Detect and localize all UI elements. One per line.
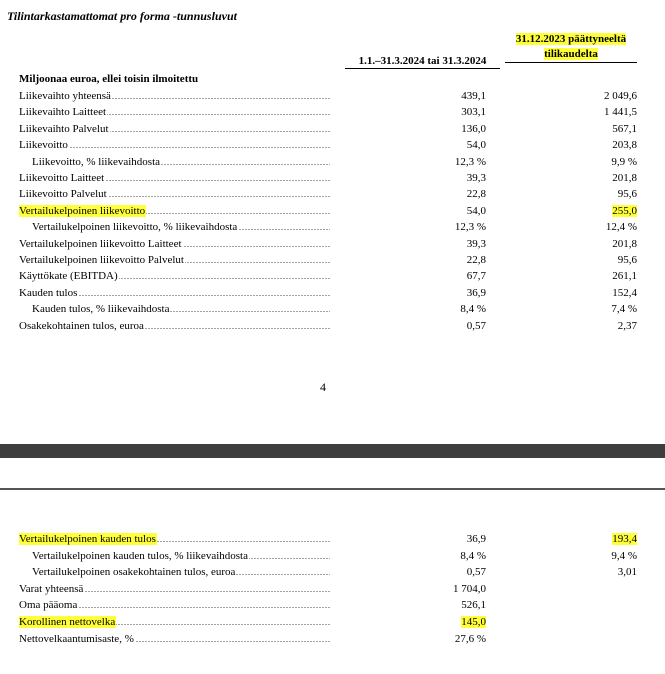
row-value-fiscal-year-text: 193,4 — [612, 533, 637, 545]
row-label-text: Vertailukelpoinen liikevoitto Laitteet — [19, 237, 182, 250]
row-value-fiscal-year — [560, 154, 637, 170]
row-label-text: Liikevoitto Palvelut — [19, 188, 107, 201]
row-label-text: Vertailukelpoinen osakekohtainen tulos, euroa — [32, 566, 236, 579]
row-label — [32, 301, 330, 317]
table-row — [0, 154, 665, 170]
column-header-line1: 31.12.2023 päättyneeltä — [515, 33, 627, 45]
table-row — [0, 137, 665, 153]
row-value-period — [400, 597, 486, 613]
table-row — [0, 531, 665, 547]
row-value-period-text: 8,4 % — [460, 303, 486, 316]
row-value-fiscal-year-text: 2 049,6 — [604, 90, 637, 102]
row-value-fiscal-year — [560, 170, 637, 186]
row-value-fiscal-year — [560, 252, 637, 268]
row-value-period — [400, 614, 486, 630]
row-value-period — [400, 268, 486, 284]
column-header-fiscal-year — [505, 32, 637, 63]
table-row — [0, 301, 665, 317]
row-value-period-text: 36,9 — [466, 533, 486, 545]
row-value-period-text: 136,0 — [461, 122, 486, 135]
row-value-fiscal-year-text: 2,37 — [617, 319, 637, 332]
row-value-period — [400, 137, 486, 153]
row-value-period — [400, 548, 486, 564]
row-value-fiscal-year — [560, 285, 637, 301]
row-value-period-text: 526,1 — [461, 599, 486, 612]
row-label — [32, 219, 330, 235]
row-value-fiscal-year — [560, 236, 637, 252]
row-label-text: Liikevoitto, % liikevaihdosta — [32, 155, 161, 168]
row-label-text: Oma pääoma — [19, 599, 78, 612]
row-value-period — [400, 170, 486, 186]
table-row — [0, 581, 665, 597]
row-label-text: Vertailukelpoinen kauden tulos — [19, 533, 156, 545]
table-row — [0, 121, 665, 137]
row-value-period-text: 8,4 % — [460, 549, 486, 562]
table-row — [0, 548, 665, 564]
row-label — [19, 252, 330, 268]
table-row — [0, 614, 665, 630]
row-label-text: Vertailukelpoinen liikevoitto, % liikevaihdosta — [32, 221, 238, 234]
row-value-fiscal-year-text: 201,8 — [612, 172, 637, 184]
row-value-period — [400, 252, 486, 268]
row-value-fiscal-year — [560, 268, 637, 284]
row-value-period — [400, 285, 486, 301]
row-label — [19, 203, 330, 219]
row-value-period — [400, 203, 486, 219]
row-value-fiscal-year — [560, 186, 637, 202]
row-label — [19, 104, 330, 120]
row-value-period — [400, 531, 486, 547]
row-value-period — [400, 88, 486, 104]
row-value-fiscal-year-text: 7,4 % — [611, 303, 637, 316]
row-value-fiscal-year-text: 12,4 % — [605, 221, 637, 234]
row-value-period-text: 54,0 — [466, 139, 486, 152]
row-value-period-text: 0,57 — [466, 566, 486, 579]
row-label — [32, 548, 330, 564]
row-value-fiscal-year — [560, 301, 637, 317]
row-value-fiscal-year — [560, 121, 637, 137]
row-label-text: Liikevaihto Laitteet — [19, 106, 107, 119]
row-value-period-text: 27,6 % — [454, 632, 486, 645]
row-label — [19, 614, 330, 630]
row-value-period-text: 22,8 — [466, 188, 486, 201]
row-label-text: Liikevoitto Laitteet — [19, 172, 105, 184]
row-label — [19, 597, 330, 613]
row-value-period — [400, 631, 486, 647]
row-value-period — [400, 186, 486, 202]
row-value-period — [400, 318, 486, 334]
row-value-fiscal-year — [560, 531, 637, 547]
row-value-fiscal-year — [560, 104, 637, 120]
table-row — [0, 236, 665, 252]
row-label-text: Kauden tulos, % liikevaihdosta — [32, 303, 170, 316]
table-row — [0, 88, 665, 104]
table-row — [0, 186, 665, 202]
row-label — [19, 531, 330, 547]
row-value-fiscal-year — [560, 564, 637, 580]
row-label — [19, 631, 330, 647]
table-row — [0, 318, 665, 334]
table-row — [0, 268, 665, 284]
row-value-fiscal-year — [560, 219, 637, 235]
row-value-fiscal-year-text: 203,8 — [612, 139, 637, 152]
row-value-period-text: 303,1 — [461, 106, 486, 119]
row-value-period-text: 67,7 — [466, 270, 486, 283]
row-label — [19, 318, 330, 334]
row-value-fiscal-year-text: 3,01 — [617, 566, 637, 579]
page-top-rule — [0, 488, 665, 490]
table-row — [0, 203, 665, 219]
page-title: Tilintarkastamattomat pro forma -tunnusluvut — [7, 9, 237, 23]
page-number: 4 — [320, 380, 326, 394]
row-value-fiscal-year-text: 95,6 — [617, 254, 637, 266]
row-value-period-text: 145,0 — [461, 616, 486, 628]
table-row — [0, 252, 665, 268]
row-value-fiscal-year-text: 567,1 — [612, 122, 637, 135]
row-label-text: Vertailukelpoinen liikevoitto Palvelut — [19, 254, 184, 266]
row-value-period-text: 39,3 — [466, 237, 486, 250]
row-label-text: Liikevaihto yhteensä — [19, 90, 111, 102]
page-separator — [0, 444, 665, 458]
table-row — [0, 597, 665, 613]
row-label — [19, 186, 330, 202]
row-value-period-text: 0,57 — [466, 319, 486, 332]
row-value-fiscal-year-text: 1 441,5 — [604, 106, 637, 119]
row-label-text: Vertailukelpoinen kauden tulos, % liikevaihdosta — [32, 549, 248, 562]
row-label — [19, 581, 330, 597]
row-label-text: Kauden tulos — [19, 286, 78, 299]
row-value-period — [400, 154, 486, 170]
row-label — [19, 236, 330, 252]
row-value-fiscal-year-text: 261,1 — [612, 270, 637, 283]
row-value-period — [400, 219, 486, 235]
column-header-period: 1.1.–31.3.2024 tai 31.3.2024 — [345, 55, 500, 69]
row-label-text: Liikevoitto — [19, 139, 68, 152]
row-value-period-text: 39,3 — [466, 172, 486, 184]
row-value-period-text: 36,9 — [466, 286, 486, 299]
row-label — [19, 268, 330, 284]
row-value-fiscal-year-text: 9,9 % — [611, 155, 637, 168]
row-label — [19, 121, 330, 137]
table-row — [0, 564, 665, 580]
row-value-fiscal-year — [560, 548, 637, 564]
row-label — [32, 154, 330, 170]
row-value-period — [400, 236, 486, 252]
row-label-text: Varat yhteensä — [19, 582, 84, 595]
table-row — [0, 104, 665, 120]
row-label-text: Liikevaihto Palvelut — [19, 122, 109, 135]
row-value-period-text: 12,3 % — [454, 155, 486, 168]
row-value-fiscal-year-text: 255,0 — [612, 204, 637, 217]
row-value-fiscal-year — [560, 88, 637, 104]
row-value-fiscal-year — [560, 318, 637, 334]
row-value-fiscal-year — [560, 137, 637, 153]
row-value-period — [400, 564, 486, 580]
section-label: Miljoonaa euroa, ellei toisin ilmoitettu — [19, 73, 199, 85]
row-label — [19, 170, 330, 186]
table-row — [0, 219, 665, 235]
table-row — [0, 631, 665, 647]
table-row — [0, 285, 665, 301]
row-value-fiscal-year-text: 201,8 — [612, 237, 637, 250]
row-label-text: Vertailukelpoinen liikevoitto — [19, 204, 146, 217]
column-header-line2: tilikaudelta — [544, 48, 598, 60]
row-label — [19, 285, 330, 301]
row-value-fiscal-year-text: 9,4 % — [611, 549, 637, 562]
row-label-text: Osakekohtainen tulos, euroa — [19, 319, 144, 332]
row-value-period-text: 22,8 — [466, 254, 486, 266]
row-label-text: Nettovelkaantumisaste, % — [19, 632, 134, 645]
row-value-period — [400, 121, 486, 137]
row-label-text: Korollinen nettovelka — [19, 616, 116, 628]
row-value-period — [400, 301, 486, 317]
row-label-text: Käyttökate (EBITDA) — [19, 270, 118, 283]
row-label — [32, 564, 330, 580]
row-value-period — [400, 104, 486, 120]
row-value-fiscal-year-text: 95,6 — [617, 188, 637, 201]
row-value-fiscal-year-text: 152,4 — [612, 286, 637, 299]
row-value-period — [400, 581, 486, 597]
row-value-fiscal-year — [560, 203, 637, 219]
row-label — [19, 137, 330, 153]
table-row — [0, 170, 665, 186]
row-value-period-text: 1 704,0 — [453, 582, 486, 595]
row-value-period-text: 54,0 — [466, 204, 486, 217]
row-label — [19, 88, 330, 104]
row-value-period-text: 12,3 % — [454, 221, 486, 234]
row-value-period-text: 439,1 — [461, 90, 486, 102]
